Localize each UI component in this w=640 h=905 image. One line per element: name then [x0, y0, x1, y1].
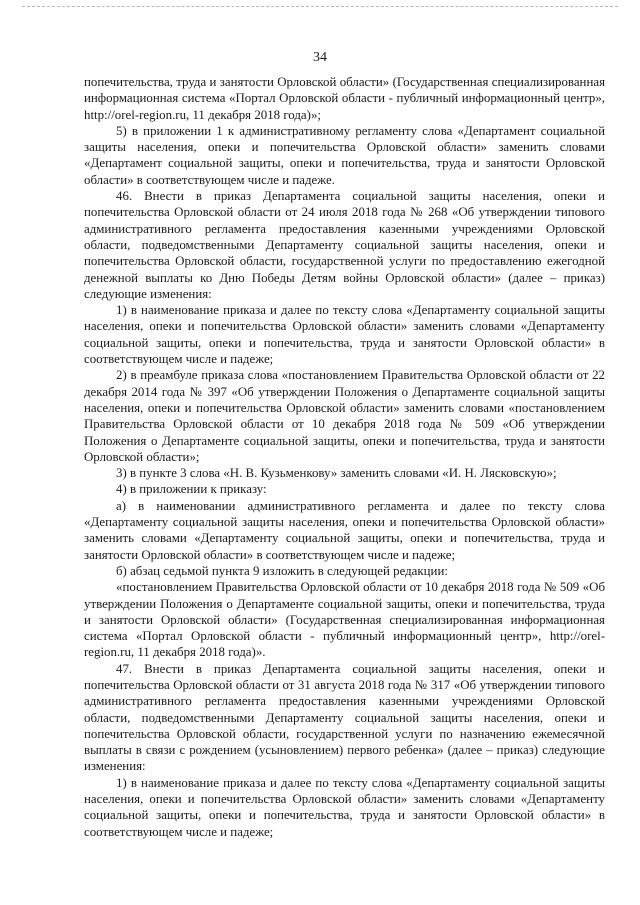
paragraph-46-item-1: 1) в наименование приказа и далее по тексту слова «Департаменту социальной защиты населения, опеки и попечительства Орловской области» заменить словами «Департаменту социальной защиты, опеки и попечительства, труда и занятости Орловской области» в соответствующем числе и падеже;	[84, 303, 605, 367]
paragraph-47-item-1: 1) в наименование приказа и далее по тексту слова «Департаменту социальной защиты населения, опеки и попечительства Орловской области» заменить словами «Департаменту социальной защиты, опеки и попечительства, труда и занятости Орловской области» в соответствующем числе и падеже;	[84, 775, 605, 839]
scan-top-edge	[22, 6, 618, 10]
paragraph-item-5: 5) в приложении 1 к административному регламенту слова «Департамент социальной защиты населения, опеки и попечительства Орловской области» заменить словами «Департамент социальной защиты, опеки и попечительства, труда и занятости Орловской области» в соответствующем числе и падеже.	[84, 123, 605, 187]
paragraph-46-item-3: 3) в пункте 3 слова «Н. В. Кузьменкову» заменить словами «И. Н. Лясковскую»;	[116, 466, 557, 481]
page-number: 34	[313, 50, 327, 65]
paragraph-46-item-4a: а) в наименовании административного регламента и далее по тексту слова «Департаменту социальной защиты населения, опеки и попечительства Орловской области» заменить словами «Департаменту социальной защиты, опеки и попечительства, труда и занятости Орловской области» в соответствующем числе и падеже;	[84, 498, 605, 562]
paragraph-46: 46. Внести в приказ Департамента социальной защиты населения, опеки и попечительства Орловской области от 24 июля 2018 года № 268 «Об утверждении типового административного регламента предоставления казенными учреждениями Орловской области, подведомственными Департаменту социальной защиты населения, опеки и попечительства Орловской области, государственной услуги по предоставлению ежегодной денежной выплаты ко Дню Победы Детям войны Орловской области» (далее – приказ) следующие изменения:	[84, 189, 605, 301]
paragraph-47: 47. Внести в приказ Департамента социальной защиты населения, опеки и попечительства Орловской области от 31 августа 2018 года № 317 «Об утверждении типового административного регламента предоставления казенными учреждениями Орловской области, подведомственными Департаменту социальной защиты населения, опеки и попечительства Орловской области, государственной услуги по назначению ежемесячной выплаты в связи с рождением (усыновлением) первого ребенка» (далее – приказ) следующие изменения:	[84, 661, 605, 774]
paragraph-continuation: попечительства, труда и занятости Орловской области» (Государственная специализированная информационная система «Портал Орловской области - публичный информационный центр», http://orel-region.ru, 11 декабря 2018 года)»;	[84, 75, 605, 122]
paragraph-46-item-2: 2) в преамбуле приказа слова «постановлением Правительства Орловской области от 22 декабря 2014 года № 397 «Об утверждении Положения о Департаменте социальной защиты населения, опеки и попечительства Орловской области» заменить словами «постановлением Правительства Орловской области от 10 декабря 2018 года № 509 «Об утверждении Положения о Департаменте социальной защиты, опеки и попечительства, труда и занятости Орловской области»;	[84, 368, 605, 464]
paragraph-46-item-4b: б) абзац седьмой пункта 9 изложить в следующей редакции:	[116, 563, 448, 578]
paragraph-46-item-4: 4) в приложении к приказу:	[116, 482, 267, 497]
paragraph-46-item-4b-text: «постановлением Правительства Орловской области от 10 декабря 2018 года № 509 «Об утверждении Положения о Департаменте социальной защиты, опеки и попечительства, труда и занятости Орловской области» (Государственная специализированная информационная система «Портал Орловской области - публичный информационный центр», http://orel-region.ru, 11 декабря 2018 года)».	[84, 580, 605, 660]
document-body	[84, 74, 605, 840]
